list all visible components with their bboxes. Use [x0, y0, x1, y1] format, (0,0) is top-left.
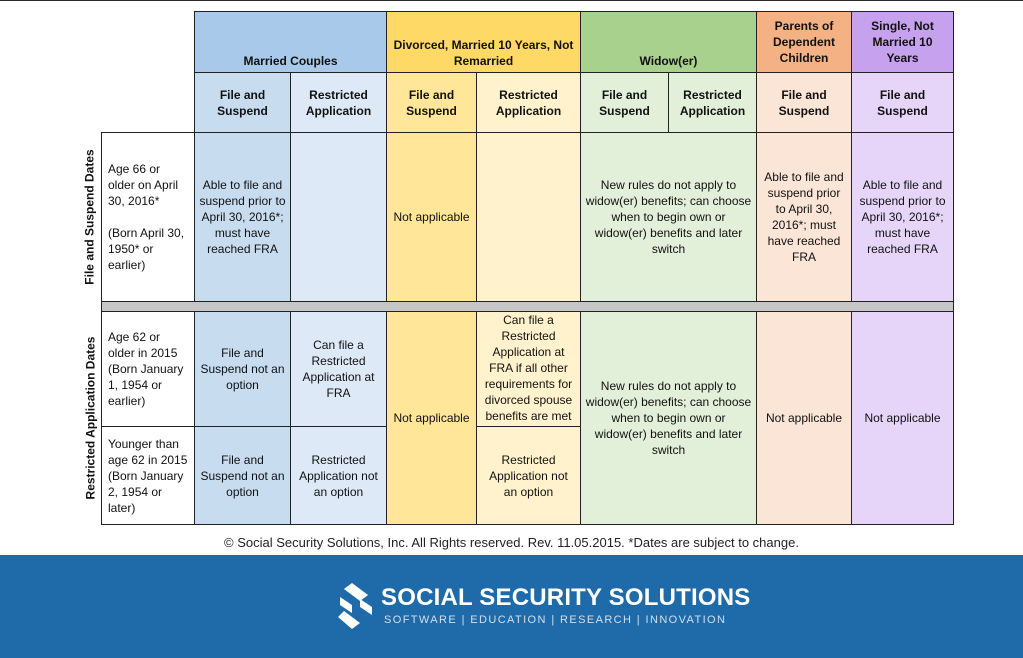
- side-label-file-suspend-dates: File and Suspend Dates: [83, 149, 97, 285]
- r1-divorced-file-suspend: Not applicable: [386, 132, 477, 302]
- subheader-widow-file-suspend: File and Suspend: [580, 72, 669, 133]
- brand-tagline: SOFTWARE | EDUCATION | RESEARCH | INNOVATION: [384, 614, 727, 626]
- subheader-single-file-suspend: File and Suspend: [851, 72, 954, 133]
- header-widower: Widow(er): [580, 11, 757, 73]
- r1-married-restricted: [290, 132, 387, 302]
- row-label-age-62-older: Age 62 or older in 2015 (Born January 1, 1954 or earlier): [101, 311, 195, 427]
- r2-married-file-suspend: File and Suspend not an option: [194, 311, 291, 427]
- r2-divorced-restricted: Can file a Restricted Application at FRA if all other requirements for divorced spouse benefits are met: [476, 311, 581, 427]
- r3-married-file-suspend: File and Suspend not an option: [194, 426, 291, 525]
- side-label-restricted-dates: Restricted Application Dates: [83, 336, 97, 500]
- subheader-married-file-suspend: File and Suspend: [194, 72, 291, 133]
- row-label-age-66: Age 66 or older on April 30, 2016* (Born April 30, 1950* or earlier): [101, 132, 195, 302]
- header-parents: Parents of Dependent Children: [756, 11, 852, 73]
- r1-parents: Able to file and suspend prior to April 30, 2016*; must have reached FRA: [756, 132, 852, 302]
- header-married-couples: Married Couples: [194, 11, 387, 73]
- row-label-younger-62: Younger than age 62 in 2015 (Born January 2, 1954 or later): [101, 426, 195, 525]
- subheader-widow-restricted: Restricted Application: [668, 72, 757, 133]
- r1-married-file-suspend: Able to file and suspend prior to April 30, 2016*; must have reached FRA: [194, 132, 291, 302]
- ra-parents: Not applicable: [756, 311, 852, 525]
- header-divorced: Divorced, Married 10 Years, Not Remarried: [386, 11, 581, 73]
- top-rule: [0, 0, 1023, 1]
- r1-widow: New rules do not apply to widow(er) benefits; can choose when to begin own or widow(er) benefits and later switch: [580, 132, 757, 302]
- brand-name: SOCIAL SECURITY SOLUTIONS: [381, 584, 751, 611]
- ra-widow: New rules do not apply to widow(er) benefits; can choose when to begin own or widow(er) benefits and later switch: [580, 311, 757, 525]
- logo-icon: [338, 583, 374, 629]
- header-single: Single, Not Married 10 Years: [851, 11, 954, 73]
- subheader-divorced-file-suspend: File and Suspend: [386, 72, 477, 133]
- subheader-parents-file-suspend: File and Suspend: [756, 72, 852, 133]
- r3-divorced-restricted: Restricted Application not an option: [476, 426, 581, 525]
- r1-divorced-restricted: [476, 132, 581, 302]
- copyright-notice: © Social Security Solutions, Inc. All Rights reserved. Rev. 11.05.2015. *Dates are subject to change.: [224, 535, 799, 550]
- ra-single: Not applicable: [851, 311, 954, 525]
- subheader-married-restricted: Restricted Application: [290, 72, 387, 133]
- subheader-divorced-restricted: Restricted Application: [476, 72, 581, 133]
- r3-married-restricted: Restricted Application not an option: [290, 426, 387, 525]
- r2-married-restricted: Can file a Restricted Application at FRA: [290, 311, 387, 427]
- ra-divorced-file-suspend: Not applicable: [386, 311, 477, 525]
- r1-single: Able to file and suspend prior to April 30, 2016*; must have reached FRA: [851, 132, 954, 302]
